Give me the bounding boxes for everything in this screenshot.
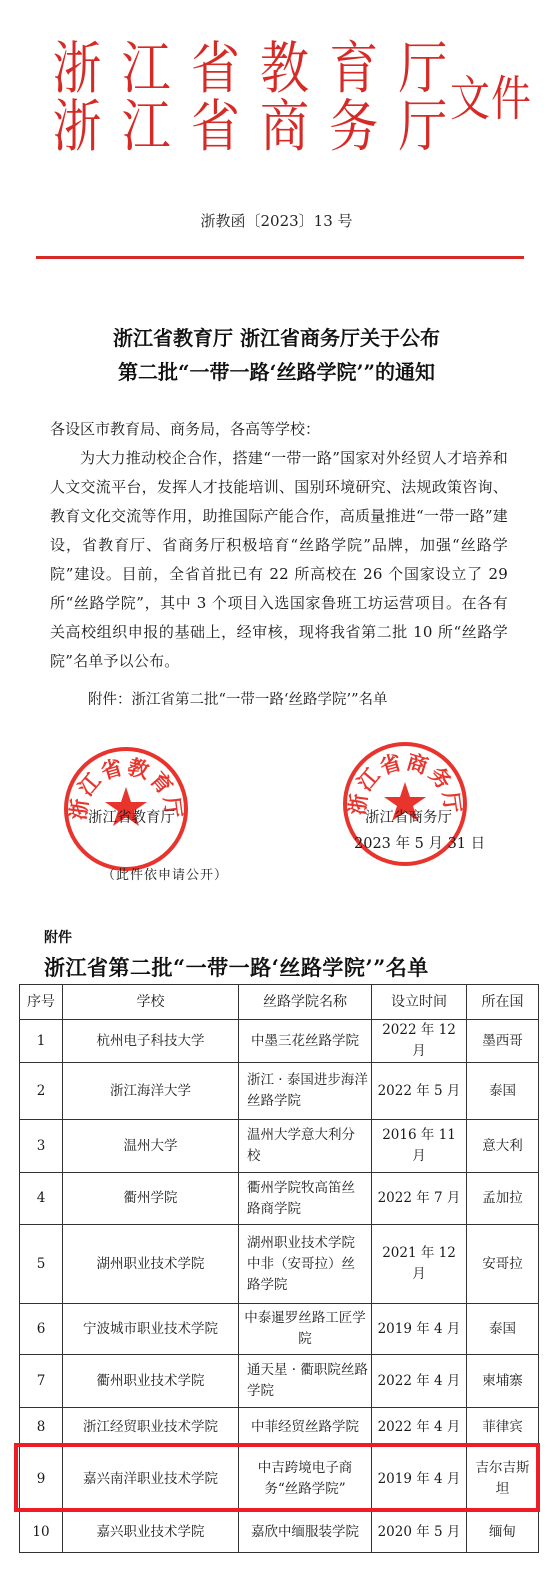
header-char: 教 <box>260 35 310 102</box>
row-college: 湖州职业技术学院中非（安哥拉）丝路学院 <box>239 1225 372 1304</box>
row-date: 2016 年 11 月 <box>372 1120 467 1173</box>
row-no: 6 <box>20 1304 63 1355</box>
row-date: 2022 年 4 月 <box>372 1355 467 1408</box>
row-no: 8 <box>20 1408 63 1447</box>
row-college: 中吉跨境电子商务“丝路学院” <box>239 1447 372 1512</box>
row-school: 衢州职业技术学院 <box>63 1355 239 1408</box>
header-char: 厅 <box>398 93 448 160</box>
row-date: 2022 年 4 月 <box>372 1408 467 1447</box>
row-college: 衢州学院牧高笛丝路商学院 <box>239 1173 372 1225</box>
row-school: 湖州职业技术学院 <box>63 1225 239 1304</box>
row-school: 嘉兴南洋职业技术学院 <box>63 1447 239 1512</box>
table-row <box>20 1355 539 1408</box>
row-date: 2022 年 5 月 <box>372 1063 467 1120</box>
row-college: 中墨三花丝路学院 <box>239 1020 372 1063</box>
row-no: 10 <box>20 1512 63 1553</box>
document-title-line2: 第二批“一带一路‘丝路学院’”的通知 <box>118 360 435 384</box>
header-line-commerce <box>50 93 450 160</box>
row-country: 安哥拉 <box>467 1225 539 1304</box>
body-paragraph: 为大力推动校企合作，搭建“一带一路”国家对外经贸人才培养和人文交流平台，发挥人才技能培训、国别环境研究、法规政策咨询、教育文化交流等作用，助推国际产能合作，高质量推进“一带一路”建设，省教育厅、省商务厅积极培育“丝路学院”品牌，加强“丝路学院”建设。目前，全省首批已有 22 所高校在 26 个国家设立了 29 所“丝路学院”，其中 3 个项目入选国家鲁班工坊运营项目。在各有关高校组织申报的基础上，经审核，现将我省第二批 10 所“丝路学院”名单予以公布。 <box>50 449 508 670</box>
row-date: 2019 年 4 月 <box>372 1447 467 1512</box>
seal-text: 浙江省商务厅 <box>344 748 466 817</box>
header-char: 省 <box>190 35 240 102</box>
appendix-label: 附件 <box>44 930 72 946</box>
row-no: 1 <box>20 1020 63 1063</box>
attachment-note: 附件：浙江省第二批“一带一路‘丝路学院’”名单 <box>88 692 388 708</box>
table-row <box>20 1447 539 1512</box>
header-char: 江 <box>121 93 171 160</box>
header-char: 浙 <box>52 93 102 160</box>
row-school: 杭州电子科技大学 <box>63 1020 239 1063</box>
signatory-education: 浙江省教育厅 <box>88 810 175 826</box>
document-title-line1: 浙江省教育厅 浙江省商务厅关于公布 <box>113 326 440 350</box>
row-school: 嘉兴职业技术学院 <box>63 1512 239 1553</box>
row-college: 中菲经贸丝路学院 <box>239 1408 372 1447</box>
document-number: 浙教函〔2023〕13 号 <box>200 212 353 230</box>
row-country: 意大利 <box>467 1120 539 1173</box>
row-country: 泰国 <box>467 1304 539 1355</box>
row-school: 浙江经贸职业技术学院 <box>63 1408 239 1447</box>
appendix-title: 浙江省第二批“一带一路‘丝路学院’”名单 <box>44 955 429 980</box>
header-char: 江 <box>121 35 171 102</box>
document-header <box>0 35 553 160</box>
header-char: 浙 <box>52 35 102 102</box>
column-header-no: 序号 <box>20 985 63 1020</box>
row-country: 柬埔寨 <box>467 1355 539 1408</box>
row-school: 浙江海洋大学 <box>63 1063 239 1120</box>
red-divider <box>36 256 524 259</box>
column-header-school: 学校 <box>63 985 239 1020</box>
row-country: 墨西哥 <box>467 1020 539 1063</box>
table-row <box>20 1120 539 1173</box>
row-college: 嘉欣中缅服装学院 <box>239 1512 372 1553</box>
row-no: 4 <box>20 1173 63 1225</box>
column-header-country: 所在国 <box>467 985 539 1020</box>
header-suffix: 文件 <box>450 72 532 128</box>
table-row <box>20 1020 539 1063</box>
row-no: 9 <box>20 1447 63 1512</box>
row-college: 中泰暹罗丝路工匠学院 <box>239 1304 372 1355</box>
header-char: 省 <box>190 93 240 160</box>
header-char: 务 <box>329 93 379 160</box>
row-country: 泰国 <box>467 1063 539 1120</box>
seal-text: 浙江省教育厅 <box>65 753 187 822</box>
header-char: 厅 <box>398 35 448 102</box>
signing-date: 2023 年 5 月 31 日 <box>354 836 486 852</box>
row-country: 菲律宾 <box>467 1408 539 1447</box>
table-header-row <box>20 985 539 1020</box>
row-country: 缅甸 <box>467 1512 539 1553</box>
table-row <box>20 1225 539 1304</box>
row-date: 2021 年 12 月 <box>372 1225 467 1304</box>
salutation: 各设区市教育局、商务局，各高等学校： <box>50 420 321 438</box>
row-date: 2022 年 7 月 <box>372 1173 467 1225</box>
table-row <box>20 1173 539 1225</box>
row-college: 浙江 · 泰国进步海洋丝路学院 <box>239 1063 372 1120</box>
header-char: 育 <box>329 35 379 102</box>
row-school: 温州大学 <box>63 1120 239 1173</box>
table-row <box>20 1408 539 1447</box>
column-header-college: 丝路学院名称 <box>239 985 372 1020</box>
row-date: 2022 年 12 月 <box>372 1020 467 1063</box>
row-date: 2020 年 5 月 <box>372 1512 467 1553</box>
table-row <box>20 1512 539 1553</box>
silk-road-college-table <box>19 984 539 1553</box>
row-country: 孟加拉 <box>467 1173 539 1225</box>
public-disclosure-note: （此件依申请公开） <box>102 868 229 883</box>
row-no: 7 <box>20 1355 63 1408</box>
row-college: 通天星 · 衢职院丝路学院 <box>239 1355 372 1408</box>
column-header-date: 设立时间 <box>372 985 467 1020</box>
row-date: 2019 年 4 月 <box>372 1304 467 1355</box>
row-college: 温州大学意大利分校 <box>239 1120 372 1173</box>
table-row <box>20 1304 539 1355</box>
table-row <box>20 1063 539 1120</box>
header-line-education <box>50 35 450 102</box>
row-country: 吉尔吉斯坦 <box>467 1447 539 1512</box>
row-school: 宁波城市职业技术学院 <box>63 1304 239 1355</box>
header-char: 商 <box>260 93 310 160</box>
row-school: 衢州学院 <box>63 1173 239 1225</box>
row-no: 5 <box>20 1225 63 1304</box>
row-no: 3 <box>20 1120 63 1173</box>
row-no: 2 <box>20 1063 63 1120</box>
signatory-commerce: 浙江省商务厅 <box>365 810 452 826</box>
